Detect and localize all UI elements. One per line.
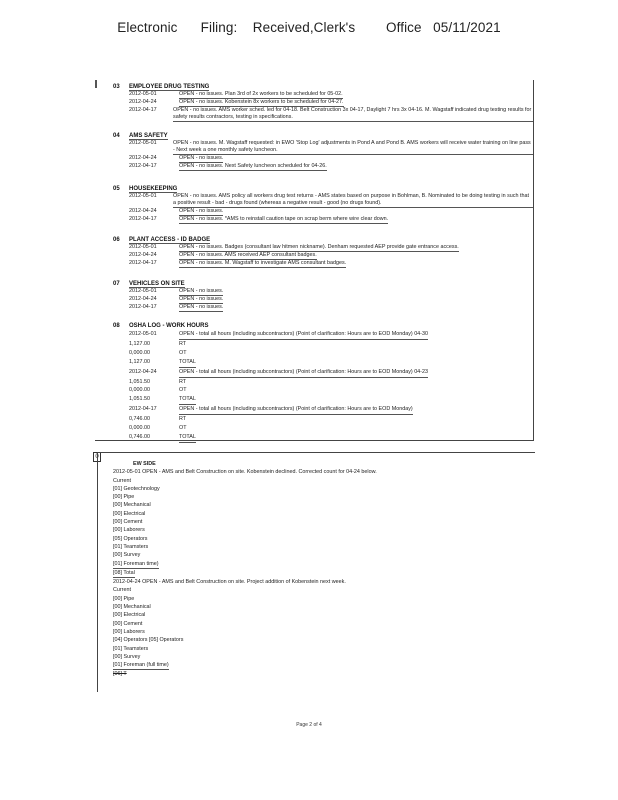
hours-value: 0,000.00 bbox=[129, 387, 150, 394]
log-entry bbox=[113, 99, 533, 107]
entry-date: 2012-04-17 bbox=[129, 216, 157, 222]
hours-row bbox=[113, 433, 533, 443]
hours-label: OT bbox=[179, 387, 187, 394]
log-entry bbox=[113, 288, 533, 296]
section-08 bbox=[113, 323, 533, 443]
hours-value: 2012-04-17 bbox=[129, 406, 157, 413]
entry-text: OPEN - no issues. bbox=[179, 304, 224, 310]
entry-text: OPEN - no issues. AMS policy all workers drug test returns - AMS states based on purpose in Bohlman, B. Nominated to be doing testing in such that a positive result - bad - drugs found (whereas a negative result - good (no drugs found). bbox=[173, 193, 533, 208]
log-entry bbox=[113, 155, 533, 163]
manpower-line: [00] Survey bbox=[113, 552, 141, 559]
section-number: 06 bbox=[113, 237, 120, 243]
section-title: OSHA LOG - WORK HOURS bbox=[129, 323, 209, 329]
section-03 bbox=[113, 84, 533, 122]
entry-text: OPEN - no issues. bbox=[179, 288, 224, 294]
manpower-line: [00] Cement bbox=[113, 620, 143, 627]
section-05 bbox=[113, 186, 533, 224]
manpower-line: [00] Mechanical bbox=[113, 502, 151, 509]
section-number: 04 bbox=[113, 133, 120, 139]
hours-label: TOTAL bbox=[179, 433, 196, 443]
manpower-line: [00] Mechanical bbox=[113, 604, 151, 611]
manpower-line: [01] Teamsters bbox=[113, 645, 149, 652]
hours-row bbox=[113, 415, 533, 424]
manpower-line: [00] Electrical bbox=[113, 612, 146, 619]
manpower-line: [00] Pipe bbox=[113, 595, 135, 602]
manpower-line: [00] Cement bbox=[113, 519, 143, 526]
section-number: 03 bbox=[113, 84, 120, 90]
entry-date: 2012-05-01 bbox=[129, 288, 157, 294]
section-07 bbox=[113, 281, 533, 312]
manpower-line: [00] Survey bbox=[113, 653, 141, 660]
entry-date: 2012-04-17 bbox=[129, 107, 157, 113]
manpower-line: [01] Teamsters bbox=[113, 543, 149, 550]
entry-text: OPEN - no issues. bbox=[179, 208, 224, 214]
hours-label: OT bbox=[179, 425, 187, 432]
entry-date: 2012-04-17 bbox=[129, 260, 157, 266]
manpower-line: Current bbox=[113, 587, 131, 594]
manpower-line: [00] Laborers bbox=[113, 628, 145, 635]
manpower-line: [00] Pipe bbox=[113, 494, 135, 501]
manpower-line: [01] Foreman (full time) bbox=[113, 661, 169, 670]
manpower-section bbox=[113, 460, 377, 679]
hours-row bbox=[113, 386, 533, 395]
section-title: AMS SAFETY bbox=[129, 133, 168, 139]
manpower-line: [08] Total bbox=[113, 569, 135, 578]
section-heading bbox=[113, 323, 533, 330]
section-marker: 0 bbox=[93, 452, 101, 462]
log-entry bbox=[113, 208, 533, 216]
section-heading bbox=[113, 186, 533, 193]
log-entry bbox=[113, 193, 533, 208]
hours-label: TOTAL bbox=[179, 395, 196, 405]
section-heading bbox=[113, 84, 533, 91]
manpower-line: [04] Operators [05] Operators bbox=[113, 637, 184, 644]
hours-label: OT bbox=[179, 349, 187, 356]
hours-value: 1,051.50 bbox=[129, 396, 150, 403]
section-title: EMPLOYEE DRUG TESTING bbox=[129, 84, 210, 90]
section-title: PLANT ACCESS - ID BADGE bbox=[129, 237, 211, 243]
section-heading bbox=[113, 281, 533, 288]
entry-date: 2012-04-17 bbox=[129, 304, 157, 310]
section-number: 05 bbox=[113, 186, 120, 192]
log-entry bbox=[113, 91, 533, 99]
entry-date: 2012-05-01 bbox=[129, 140, 157, 146]
entry-text: OPEN - no issues. Plan 3rd of 2x workers to be scheduled for 05-02. bbox=[179, 91, 343, 97]
log-entry bbox=[113, 260, 533, 268]
hours-value: 1,127.00 bbox=[129, 340, 150, 347]
log-entry bbox=[113, 216, 533, 224]
entry-text: OPEN - no issues. bbox=[179, 155, 224, 161]
entry-date: 2012-05-01 bbox=[129, 244, 157, 250]
section-title: HOUSEKEEPING bbox=[129, 186, 178, 192]
entry-text: OPEN - no issues. AMS received AEP consultant badges. bbox=[179, 252, 317, 258]
entry-date: 2012-04-24 bbox=[129, 296, 157, 302]
manpower-line: [06] T bbox=[113, 671, 127, 678]
log-entry bbox=[113, 296, 533, 304]
entry-date: 2012-04-17 bbox=[129, 163, 157, 169]
hours-value: 0,000.00 bbox=[129, 425, 150, 432]
hours-value: 0,746.00 bbox=[129, 433, 150, 440]
hours-label: RT bbox=[179, 378, 187, 385]
hours-value: 1,051.50 bbox=[129, 378, 150, 385]
hours-label: RT bbox=[179, 340, 187, 347]
manpower-line: [01] Foreman time) bbox=[113, 560, 159, 569]
hours-row bbox=[113, 405, 533, 415]
hours-row bbox=[113, 349, 533, 358]
hours-row bbox=[113, 340, 533, 349]
entry-text: OPEN - no issues. bbox=[179, 296, 224, 302]
hours-row bbox=[113, 330, 533, 340]
log-entry bbox=[113, 304, 533, 312]
section-06 bbox=[113, 237, 533, 268]
section-heading bbox=[113, 133, 533, 140]
section-heading bbox=[113, 237, 533, 244]
entry-date: 2012-04-24 bbox=[129, 208, 157, 214]
log-entry bbox=[113, 244, 533, 252]
page-number: Page 2 of 4 bbox=[296, 722, 322, 728]
manpower-line: Current bbox=[113, 477, 131, 484]
hours-value: 1,127.00 bbox=[129, 358, 150, 365]
hours-row bbox=[113, 368, 533, 378]
log-entry bbox=[113, 140, 533, 155]
log-entry bbox=[113, 107, 533, 122]
entry-text: OPEN - no issues. Badges (consultant law hitmen nickname). Denham requested AEP provide gate entrance access. bbox=[179, 244, 459, 250]
manpower-line: 2012-04-24 OPEN - AMS and Belt Construction on site. Project addition of Kobenstein next week. bbox=[113, 579, 346, 586]
hours-label: RT bbox=[179, 416, 187, 423]
entry-text: OPEN - no issues. M. Wagstaff to investigate AMS consultant badges. bbox=[179, 260, 347, 266]
manpower-line: [05] Operators bbox=[113, 535, 148, 542]
hours-value: 0,746.00 bbox=[129, 416, 150, 423]
manpower-line: [00] Laborers bbox=[113, 527, 145, 534]
lower-frame-left bbox=[97, 452, 98, 692]
entry-text: OPEN - no issues. Next Safety luncheon scheduled for 04-26. bbox=[179, 163, 327, 169]
hours-label: OPEN - total all hours (including subcontractors) (Point of clarification: Hours are to EOD Monday) bbox=[179, 405, 413, 415]
entry-date: 2012-05-01 bbox=[129, 91, 157, 97]
electronic-filing-stamp: Electronic Filing: Received,Clerk's Office 05/11/2021 bbox=[117, 20, 501, 35]
log-entry bbox=[113, 163, 533, 171]
hours-row bbox=[113, 358, 533, 368]
hours-value: 2012-04-24 bbox=[129, 368, 157, 375]
log-entry bbox=[113, 252, 533, 260]
entry-date: 2012-05-01 bbox=[129, 193, 157, 199]
entry-text: OPEN - no issues. Kobenstein 8x workers to be scheduled for 04-27. bbox=[179, 99, 344, 105]
entry-date: 2012-04-24 bbox=[129, 99, 157, 105]
manpower-line: [00] Electrical bbox=[113, 510, 146, 517]
hours-label: TOTAL bbox=[179, 358, 196, 368]
manpower-heading: EW SIDE bbox=[133, 461, 156, 467]
hours-label: OPEN - total all hours (including subcontractors) (Point of clarification: Hours are to EOD Monday) 04-23 bbox=[179, 368, 428, 378]
manpower-line: [01] Geotechnology bbox=[113, 485, 160, 492]
hours-value: 2012-05-01 bbox=[129, 331, 157, 337]
entry-date: 2012-04-24 bbox=[129, 252, 157, 258]
hours-row bbox=[113, 378, 533, 387]
entry-text: OPEN - no issues. *AMS to reinstall caution tape on scrap berm where wire clear down. bbox=[179, 216, 389, 222]
entry-text: OPEN - no issues. M. Wagstaff requested: in EWO 'Stop Log' adjustments in Pond A and Pond B. AMS workers will receive water training on line pass - Next week a one monthly safety luncheon. bbox=[173, 140, 533, 155]
section-number: 08 bbox=[113, 323, 120, 329]
section-title: VEHICLES ON SITE bbox=[129, 281, 185, 287]
section-04 bbox=[113, 133, 533, 171]
hours-label: OPEN - total all hours (including subcontractors) (Point of clarification: Hours are to EOD Monday) 04-30 bbox=[179, 330, 428, 340]
lower-frame-top bbox=[97, 452, 535, 453]
section-number: 07 bbox=[113, 281, 120, 287]
hours-row bbox=[113, 424, 533, 433]
hours-row bbox=[113, 395, 533, 405]
manpower-line: 2012-05-01 OPEN - AMS and Belt Construction on site. Kobenstein declined. Corrected count for 04-24 below. bbox=[113, 469, 377, 476]
entry-date: 2012-04-24 bbox=[129, 155, 157, 161]
hours-value: 0,000.00 bbox=[129, 349, 150, 356]
entry-text: OPEN - no issues. AMS worker sched. led for 04-18. Belt Construction 3x 04-17, Daylight 7 hrs 3x 04-16. M. Wagstaff indicated drug testing results for safety results contractors, testing in specifications. bbox=[173, 107, 532, 120]
